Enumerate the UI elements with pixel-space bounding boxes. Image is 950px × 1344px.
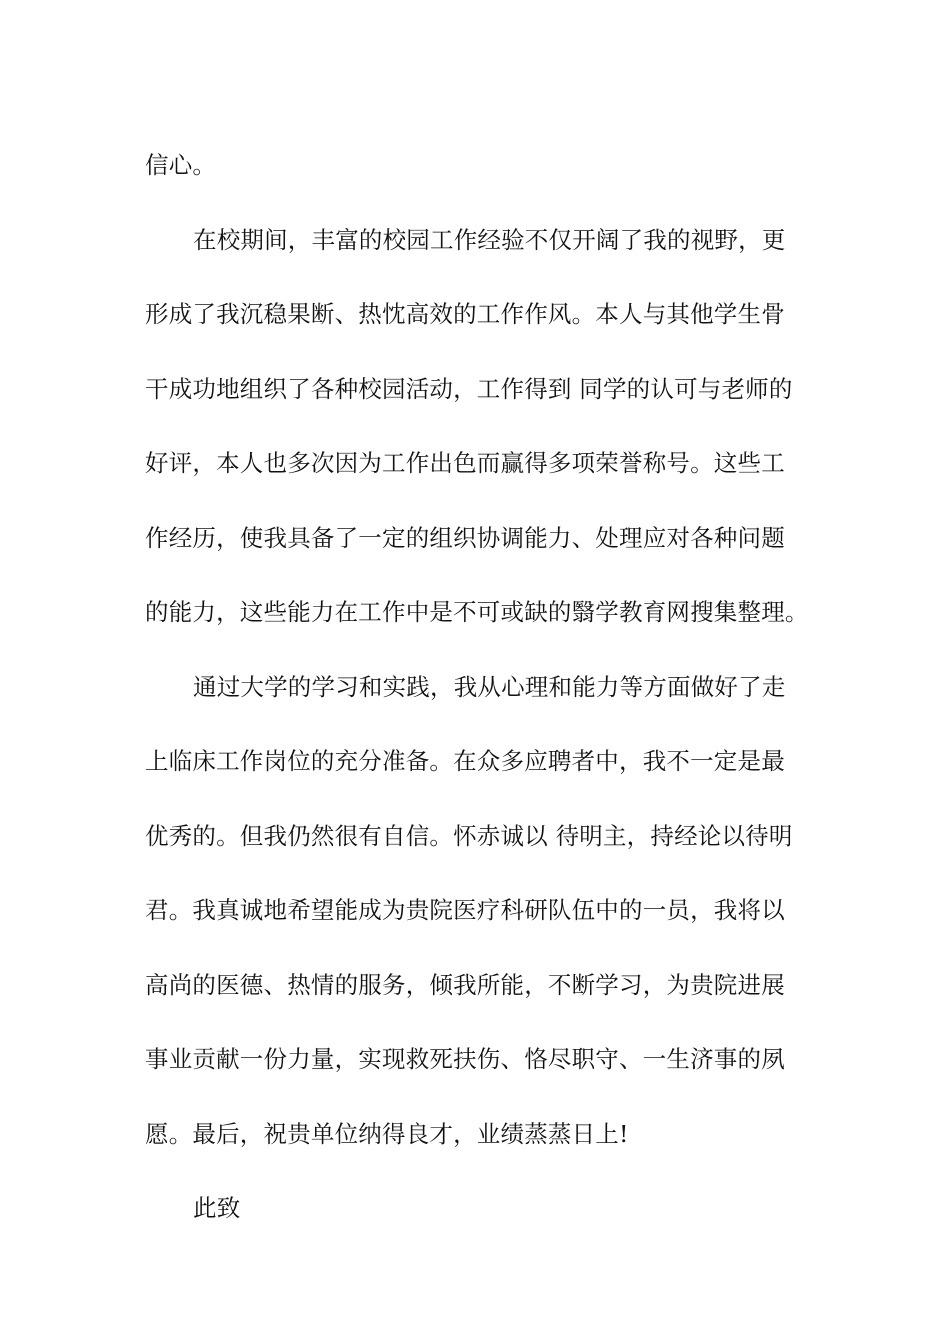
text-line: 通过大学的学习和实践，我从心理和能力等方面做好了走	[193, 672, 786, 701]
text-line: 君。我真诚地希望能成为贵院医疗科研队伍中的一员，我将以	[145, 896, 785, 924]
letter-body	[145, 128, 810, 1246]
text-line: 上临床工作岗位的充分准备。在众多应聘者中，我不一定是最	[145, 747, 785, 775]
text-line: 干成功地组织了各种校园活动，工作得到 同学的认可与老师的	[145, 374, 793, 403]
text-line: 形成了我沉稳果断、热忱高效的工作作风。本人与其他学生骨	[145, 300, 785, 328]
text-line: 高尚的医德、热情的服务，倾我所能，不断学习，为贵院进展	[145, 970, 785, 999]
text-line: 信心。	[145, 151, 217, 179]
text-line: 作经历，使我具备了一定的组织协调能力、处理应对各种问题	[145, 523, 785, 552]
closing-salutation: 此致	[193, 1194, 241, 1222]
text-line: 愿。最后，祝贵单位纳得良才，业绩蒸蒸日上!	[145, 1119, 629, 1148]
text-line: 的能力，这些能力在工作中是不可或缺的翳学教育网搜集整理。	[145, 598, 809, 626]
text-line: 在校期间，丰富的校园工作经验不仅开阔了我的视野，更	[193, 225, 786, 254]
text-line: 事业贡献一份力量，实现救死扶伤、恪尽职守、一生济事的夙	[145, 1045, 785, 1073]
text-line: 好评，本人也多次因为工作出色而赢得多项荣誉称号。这些工	[145, 449, 785, 477]
text-line: 优秀的。但我仍然很有自信。怀赤诚以 待明主，持经论以待明	[145, 821, 793, 850]
